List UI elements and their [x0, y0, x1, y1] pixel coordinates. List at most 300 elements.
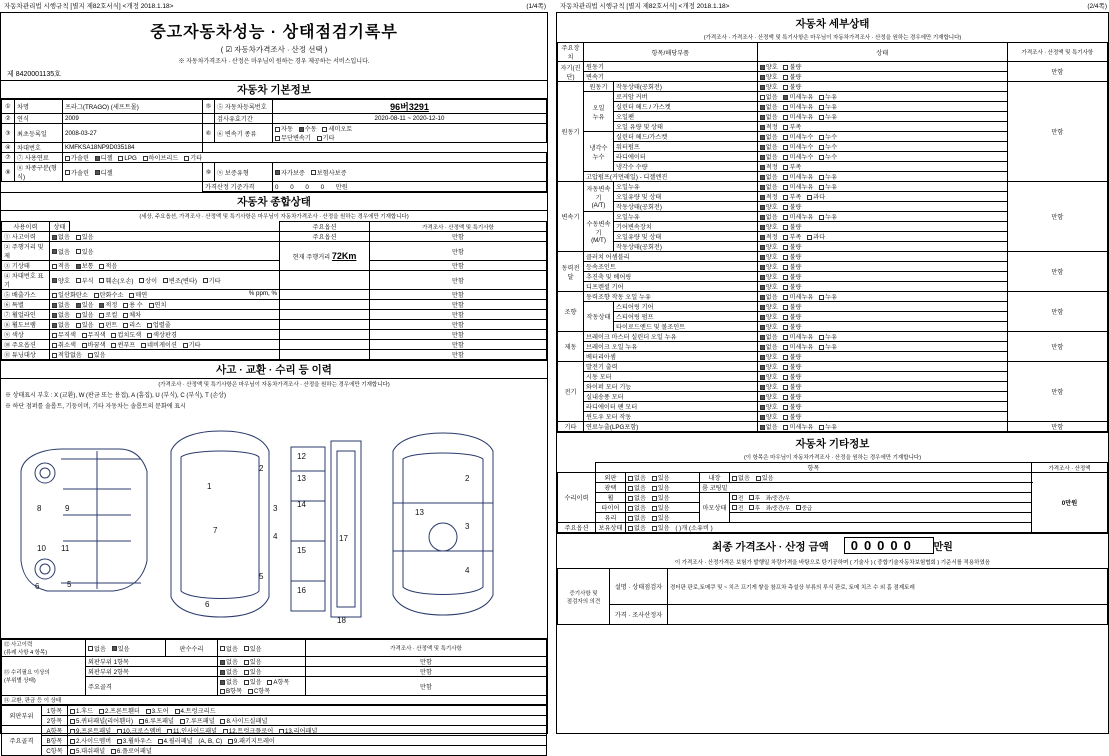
frame-cross-member[interactable] — [117, 726, 162, 735]
trans-opt-cvt[interactable] — [275, 133, 311, 142]
ps-leak-none[interactable] — [760, 292, 778, 301]
fanmotor-bad[interactable] — [783, 402, 801, 411]
panel-repair-none[interactable] — [220, 644, 238, 653]
frame-front-panel[interactable] — [70, 726, 111, 735]
rad-minor[interactable] — [783, 152, 813, 161]
vin-etc[interactable] — [203, 276, 221, 285]
detail-opts[interactable] — [757, 122, 1007, 132]
warranty2-opt-insurer[interactable] — [311, 168, 347, 177]
warranty-type-options[interactable] — [63, 163, 203, 182]
other-info-table — [557, 462, 1108, 533]
clutch-bad[interactable] — [783, 252, 801, 261]
trans-opt-etc[interactable] — [317, 133, 335, 142]
frame-opts[interactable] — [50, 320, 280, 330]
detail-opts[interactable] — [757, 182, 1007, 192]
sd-engine-ok[interactable] — [760, 62, 778, 71]
fanmotor-ok[interactable] — [760, 402, 778, 411]
detail-opts[interactable] — [757, 332, 1007, 342]
detail-opts[interactable] — [757, 372, 1007, 382]
align-none[interactable] — [52, 310, 70, 319]
vin-damage[interactable] — [99, 276, 133, 285]
emission-smoke[interactable] — [129, 290, 147, 299]
engine-sub-engine: 원동기 — [584, 82, 614, 92]
panel2-yes[interactable] — [244, 667, 262, 676]
alt-ok[interactable] — [760, 362, 778, 371]
detail-opts[interactable] — [757, 312, 1007, 322]
cond-high[interactable] — [99, 261, 117, 270]
detail-opts[interactable] — [757, 412, 1007, 422]
mainopt-opt3[interactable]: 썬푸프 — [111, 340, 135, 349]
overall-row-opts[interactable] — [50, 232, 280, 242]
wiper-ok[interactable] — [760, 382, 778, 391]
fuel-opt-etc[interactable] — [184, 153, 202, 162]
tire-rear[interactable] — [749, 494, 760, 502]
tierod-ok[interactable] — [760, 322, 778, 331]
wheel-none-label: 없음 — [634, 495, 646, 502]
part-front-fender[interactable] — [99, 706, 140, 715]
accident-none[interactable] — [52, 232, 70, 241]
head-leak[interactable] — [819, 102, 837, 111]
other-row-opts2[interactable] — [730, 473, 1032, 483]
warranty-opt-gasoline[interactable] — [65, 168, 89, 177]
detail-opts[interactable] — [757, 282, 1007, 292]
detail-opts[interactable] — [757, 132, 1007, 142]
other-row-opts[interactable] — [626, 513, 700, 523]
detail-opts[interactable] — [757, 302, 1007, 312]
panel-row-opts[interactable] — [218, 677, 306, 696]
other-h-price: 가격조사 · 산정액 — [1032, 463, 1108, 473]
tire-yes[interactable] — [652, 503, 670, 512]
detail-opts[interactable] — [757, 152, 1007, 162]
part-quarter-panel[interactable] — [70, 716, 133, 725]
tire-front[interactable] — [732, 494, 743, 502]
frame-sub1[interactable]: 펀트 — [99, 320, 117, 329]
parts-items[interactable] — [68, 716, 547, 726]
detail-opts[interactable] — [757, 342, 1007, 352]
at-leak-leak[interactable] — [819, 182, 837, 191]
mcyl-minor[interactable] — [783, 332, 813, 341]
mileage-yes[interactable] — [76, 247, 94, 256]
wp-leak[interactable] — [819, 142, 837, 151]
head-none[interactable] — [760, 102, 778, 111]
mt-leak-minor[interactable] — [783, 212, 813, 221]
detail-opts[interactable] — [757, 232, 1007, 242]
detail-opts[interactable] — [757, 142, 1007, 152]
trans-opt-semi[interactable] — [322, 124, 352, 133]
rad-none[interactable] — [760, 152, 778, 161]
fuel-opt-lpg[interactable] — [118, 155, 136, 162]
mo-none[interactable] — [628, 523, 646, 532]
special-sub-c[interactable]: 연치 — [149, 300, 167, 309]
accident-opts-1[interactable] — [86, 640, 166, 657]
at-op-ok-label: 양호 — [765, 204, 778, 211]
basic-row-value: KMFKSA18NP9D035184 — [63, 143, 203, 153]
glass-none[interactable] — [628, 513, 646, 522]
fuelleak-minor[interactable] — [783, 422, 813, 431]
sd-trans-ok[interactable] — [760, 72, 778, 81]
ext-none[interactable] — [628, 473, 646, 482]
detail-opts[interactable] — [757, 202, 1007, 212]
mt-leak-leak[interactable] — [819, 212, 837, 221]
part-roof-panel-2[interactable] — [180, 716, 215, 725]
emission-hc[interactable] — [94, 290, 124, 299]
oilpan-leak[interactable] — [819, 112, 837, 121]
int-none[interactable] — [732, 473, 750, 482]
detail-opts[interactable] — [757, 192, 1007, 202]
mainopt-opt1[interactable] — [52, 340, 76, 349]
tire-grade[interactable] — [796, 504, 813, 512]
bassy-bad[interactable] — [783, 352, 801, 361]
boil-minor[interactable] — [783, 342, 813, 351]
sd-trans-bad[interactable] — [783, 72, 801, 81]
accident-hist-none[interactable] — [88, 644, 106, 653]
detail-opts[interactable] — [757, 262, 1007, 272]
coolant-low[interactable] — [783, 162, 801, 171]
tire-wear-opts-2[interactable] — [730, 503, 1032, 513]
frame-rep-none[interactable] — [220, 677, 238, 686]
eng-idle-ok[interactable] — [760, 82, 778, 91]
detail-opts[interactable] — [757, 92, 1007, 102]
polish-yes[interactable] — [652, 483, 670, 492]
frame-pillar-abc[interactable]: (A, B, C) — [198, 738, 223, 745]
color-opt3[interactable]: 컵치도색 — [111, 330, 141, 339]
sd-engine-bad[interactable] — [783, 62, 801, 71]
part-roof-panel-2-label: 7.루프패널 — [185, 718, 215, 725]
mt-oil-high[interactable] — [807, 232, 825, 241]
grade-c[interactable] — [248, 686, 270, 695]
rocker-leak[interactable] — [819, 92, 837, 101]
detail-item: 스티어링 펌프 — [614, 312, 758, 322]
vin-alter[interactable] — [163, 276, 197, 285]
other-row-opts[interactable] — [626, 503, 700, 513]
other-row-label2: 내장 — [700, 473, 730, 483]
coolant-ok[interactable] — [760, 162, 778, 171]
cvjoint-ok[interactable] — [760, 262, 778, 271]
align-sub2[interactable]: 체차 — [123, 310, 141, 319]
frame-none[interactable] — [52, 320, 70, 329]
at-leak-none[interactable] — [760, 182, 778, 191]
trans-opt-auto[interactable] — [275, 124, 293, 133]
spump-ok[interactable] — [760, 312, 778, 321]
oilpan-none[interactable] — [760, 112, 778, 121]
boil-leak[interactable] — [819, 342, 837, 351]
color-opts[interactable] — [50, 330, 280, 340]
fuel-opt-gasoline[interactable] — [65, 153, 89, 162]
tuning-opts[interactable] — [50, 350, 280, 360]
mainopt-opts[interactable] — [50, 340, 280, 350]
frame-inside-panel[interactable] — [167, 726, 217, 735]
head-minor[interactable] — [783, 102, 813, 111]
detail-opts[interactable] — [757, 212, 1007, 222]
overall-row-opts[interactable] — [50, 242, 280, 261]
detail-opts[interactable] — [757, 422, 1007, 432]
warranty2-opt-self[interactable] — [275, 168, 305, 177]
polish-none[interactable] — [628, 483, 646, 492]
diff-ok[interactable] — [760, 282, 778, 291]
at-op-ok[interactable] — [760, 202, 778, 211]
color-opt1[interactable] — [52, 330, 76, 339]
part-side-sill[interactable] — [220, 716, 267, 725]
tire-none[interactable] — [628, 503, 646, 512]
at-oil-ok-label: 적정 — [765, 194, 778, 201]
detail-opts[interactable] — [757, 82, 1007, 92]
spump-bad[interactable] — [783, 312, 801, 321]
hg-none[interactable] — [760, 132, 778, 141]
special-yes[interactable] — [76, 300, 94, 309]
other-row-opts[interactable] — [626, 493, 700, 503]
vin-corrosion[interactable] — [76, 276, 94, 285]
detail-opts[interactable] — [757, 222, 1007, 232]
overall-row-no: ⑧ — [4, 322, 11, 329]
fuel-opt-hybrid[interactable] — [143, 153, 179, 162]
frame-rear-panel[interactable] — [279, 726, 318, 735]
mt-oil-ok[interactable] — [760, 232, 778, 241]
fuel-label: ⑦ 사용연료 — [15, 153, 63, 163]
detail-opts[interactable] — [757, 242, 1007, 252]
sgear-bad[interactable] — [783, 302, 801, 311]
mcyl-none[interactable] — [760, 332, 778, 341]
mt-op-bad[interactable] — [783, 242, 801, 251]
overall-row-no: ⑥ — [4, 302, 11, 309]
part-trunk-lid[interactable] — [175, 706, 216, 715]
propshaft-bad-label: 불량 — [789, 274, 802, 281]
hg-leak[interactable] — [819, 132, 837, 141]
detail-item: 오일누유 — [614, 182, 758, 192]
frame-sub3[interactable]: 업렬줄 — [147, 320, 171, 329]
accident-opts-2[interactable] — [218, 640, 306, 657]
cvjoint-bad[interactable] — [783, 262, 801, 271]
parts-items[interactable] — [68, 746, 547, 756]
eng-idle-bad[interactable] — [783, 82, 801, 91]
fuel-opt-diesel[interactable] — [95, 153, 113, 162]
frame-trunk-floor[interactable] — [223, 726, 273, 735]
ext-none-label: 없음 — [634, 475, 646, 482]
detail-price: 만함 — [1007, 182, 1107, 252]
warranty2-options[interactable] — [273, 163, 547, 182]
special-sub-b[interactable]: 용 수 — [123, 300, 143, 309]
detail-opts[interactable] — [757, 352, 1007, 362]
tuning-none[interactable] — [52, 350, 82, 359]
eng-idle-bad-label: 불량 — [789, 84, 802, 91]
at-oil-low[interactable] — [783, 192, 801, 201]
mt-op-ok[interactable] — [760, 242, 778, 251]
tierod-bad[interactable] — [783, 322, 801, 331]
accident-hist-yes[interactable] — [112, 644, 130, 653]
propshaft-ok[interactable] — [760, 272, 778, 281]
at-op-bad[interactable] — [783, 202, 801, 211]
emission-co[interactable] — [52, 290, 88, 299]
align-sub[interactable]: 로컬 — [99, 310, 117, 319]
at-oil-ok[interactable] — [760, 192, 778, 201]
hg-minor[interactable] — [783, 132, 813, 141]
ps-leak-minor[interactable] — [783, 292, 813, 301]
window-bad[interactable] — [783, 412, 801, 421]
wheel-none[interactable] — [628, 493, 646, 502]
starter-ok[interactable] — [760, 372, 778, 381]
mo-yes[interactable] — [652, 523, 670, 532]
overall-row-name: 배출가스 — [11, 292, 36, 299]
mt-gear-ok[interactable] — [760, 222, 778, 231]
panel1-yes[interactable] — [244, 657, 262, 666]
svg-text:5: 5 — [259, 572, 264, 581]
panel2-yes-label: 있음 — [249, 669, 262, 676]
mileage-none[interactable] — [52, 247, 70, 256]
detail-opts[interactable] — [757, 272, 1007, 282]
rad-leak[interactable] — [819, 152, 837, 161]
panel-row-opts[interactable] — [218, 667, 306, 677]
warranty-opt-diesel[interactable] — [95, 168, 113, 177]
grade-a[interactable] — [267, 677, 289, 686]
hp-leak[interactable] — [819, 172, 837, 181]
detail-opts[interactable] — [757, 392, 1007, 402]
mt-leak-none[interactable] — [760, 212, 778, 221]
detail-opts[interactable] — [757, 292, 1007, 302]
trans-opt-manual[interactable] — [299, 124, 317, 133]
tire-wear-opts[interactable] — [730, 493, 1032, 503]
bassy-ok[interactable] — [760, 352, 778, 361]
tire-front-2[interactable] — [732, 504, 743, 512]
tire-rear-2[interactable] — [749, 504, 760, 512]
emission-opts[interactable] — [50, 290, 280, 300]
frame-dash-panel[interactable] — [70, 746, 105, 755]
mainopt-opt2[interactable] — [82, 340, 106, 349]
coolant-low-label: 부족 — [789, 164, 802, 171]
panel-row-opts[interactable] — [218, 657, 306, 667]
alt-bad[interactable] — [783, 362, 801, 371]
mo-yes-label: 있음 — [657, 525, 670, 532]
color-opt2[interactable] — [82, 330, 106, 339]
fuel-options[interactable] — [63, 153, 547, 163]
sgear-ok[interactable] — [760, 302, 778, 311]
oil-level-low[interactable] — [783, 122, 801, 131]
vin-ok[interactable] — [52, 276, 70, 285]
rad-minor-label: 미세누수 — [789, 154, 814, 161]
other-row-opts[interactable] — [626, 473, 700, 483]
clutch-ok[interactable] — [760, 252, 778, 261]
diff-bad[interactable] — [783, 282, 801, 291]
wiper-bad[interactable] — [783, 382, 801, 391]
detail-opts[interactable] — [757, 162, 1007, 172]
emission-hc-label: 탄화수소 — [99, 292, 124, 299]
other-row-opts[interactable] — [626, 483, 700, 493]
color-opt4[interactable]: 색상판경 — [147, 330, 177, 339]
panel2-none[interactable] — [220, 667, 238, 676]
special-none[interactable] — [52, 300, 70, 309]
cond-mid[interactable] — [76, 261, 94, 270]
insp-row-no — [203, 114, 215, 124]
frame-yes[interactable] — [76, 320, 94, 329]
hp-minor[interactable] — [783, 172, 813, 181]
oil-level-ok[interactable] — [760, 122, 778, 131]
int-yes[interactable] — [756, 473, 774, 482]
parts-items[interactable] — [68, 706, 547, 716]
detail-item: 기어변속장치 — [614, 222, 758, 232]
detail-opts[interactable] — [757, 362, 1007, 372]
accident-yes[interactable] — [76, 232, 94, 241]
frame-rep-yes[interactable] — [244, 677, 262, 686]
basic-info-table — [1, 99, 547, 192]
cond-low[interactable] — [52, 261, 70, 270]
window-ok[interactable] — [760, 412, 778, 421]
at-oil-high[interactable] — [807, 192, 825, 201]
blower-bad[interactable] — [783, 392, 801, 401]
detail-opts[interactable] — [757, 102, 1007, 112]
mcyl-leak[interactable] — [819, 332, 837, 341]
overall-row-name: 주행거리 및 제 — [4, 244, 44, 260]
frame-sub2[interactable]: 리스 — [123, 320, 141, 329]
tire-lmr[interactable] — [766, 494, 790, 502]
special-sub-a[interactable]: 적정 — [99, 300, 117, 309]
wp-none[interactable] — [760, 142, 778, 151]
fuelleak-none[interactable] — [760, 422, 778, 431]
hp-none[interactable] — [760, 172, 778, 181]
align-yes[interactable] — [76, 310, 94, 319]
detail-item: 디프렌셜 기어 — [584, 282, 758, 292]
panel-repair-yes[interactable] — [244, 644, 262, 653]
mt-gear-bad[interactable] — [783, 222, 801, 231]
polish-none-label: 없음 — [634, 485, 646, 492]
mainopt-opt5[interactable]: 기타 — [183, 340, 201, 349]
detail-opts[interactable] — [757, 402, 1007, 412]
panel1-none[interactable] — [220, 657, 238, 666]
mainopt-opt4[interactable]: 네비게이션 — [141, 340, 177, 349]
trans-opt-etc-label: 기타 — [322, 135, 335, 142]
detail-opts[interactable] — [757, 252, 1007, 262]
propshaft-bad[interactable] — [783, 272, 801, 281]
oilpan-minor[interactable] — [783, 112, 813, 121]
fuelleak-leak[interactable] — [819, 422, 837, 431]
tuning-yes[interactable] — [88, 350, 106, 359]
blower-ok[interactable] — [760, 392, 778, 401]
part-roof-panel[interactable] — [139, 716, 174, 725]
boil-none[interactable] — [760, 342, 778, 351]
vin-diff[interactable] — [139, 276, 157, 285]
detail-opts[interactable] — [757, 72, 1007, 82]
detail-opts[interactable] — [757, 112, 1007, 122]
overall-row-opts[interactable] — [50, 261, 280, 271]
part-hood[interactable] — [70, 706, 93, 715]
transmission-options[interactable] — [273, 124, 547, 143]
starter-bad[interactable] — [783, 372, 801, 381]
detail-opts[interactable] — [757, 382, 1007, 392]
detail-opts[interactable] — [757, 62, 1007, 72]
at-leak-minor[interactable] — [783, 182, 813, 191]
mt-gear-ok-label: 양호 — [765, 224, 778, 231]
glass-yes[interactable] — [652, 513, 670, 522]
parts-items[interactable] — [68, 726, 547, 736]
part-door[interactable] — [146, 706, 169, 715]
ps-leak-leak[interactable] — [819, 292, 837, 301]
special-opts[interactable] — [50, 300, 280, 310]
grade-b[interactable] — [220, 686, 242, 695]
detail-opts[interactable] — [757, 172, 1007, 182]
svg-text:7: 7 — [213, 526, 218, 535]
frame-floor-panel[interactable] — [111, 746, 152, 755]
mt-oil-low[interactable] — [783, 232, 801, 241]
tire-lmr-2[interactable] — [766, 504, 790, 512]
rocker-none[interactable] — [760, 92, 778, 101]
main-option-opts[interactable] — [626, 523, 1032, 533]
wheel-yes[interactable] — [652, 493, 670, 502]
align-opts[interactable] — [50, 310, 280, 320]
rocker-minor[interactable] — [783, 92, 813, 101]
wp-minor[interactable] — [783, 142, 813, 151]
left-frame — [0, 12, 548, 755]
ext-yes[interactable] — [652, 473, 670, 482]
detail-opts[interactable] — [757, 322, 1007, 332]
mt-oil-low-label: 부족 — [789, 234, 802, 241]
vin-opts[interactable] — [50, 271, 280, 290]
